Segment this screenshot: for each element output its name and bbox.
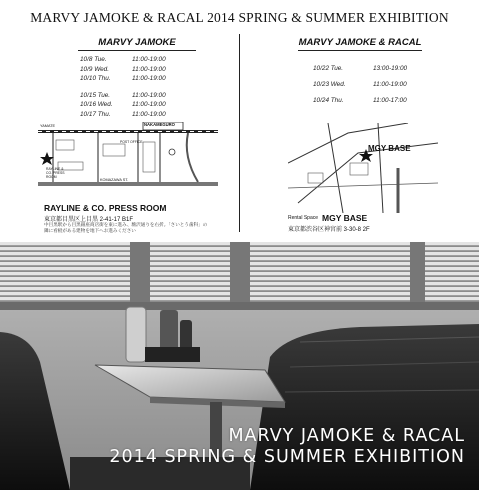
- list-item: 10/23 Wed. 11:00-19:00: [313, 81, 407, 88]
- left-schedule: [80, 55, 166, 120]
- caption-line2: 2014 SPRING & SUMMER EXHIBITION: [109, 447, 465, 467]
- left-note: 中目黒駅から目黒銀座商店街を東に進み、駒沢通りを右折。「さいとう歯科」の 隣に看板がある建物を地下へお進みください: [44, 222, 208, 233]
- page-title: MARVY JAMOKE & RACAL 2014 SPRING & SUMMER EXHIBITION: [30, 10, 449, 25]
- left-venue: RAYLINE & CO. PRESS ROOM: [44, 203, 167, 213]
- column-divider: [239, 34, 240, 232]
- map-label-mgy: MGY BASE: [368, 144, 411, 153]
- right-venue-prefix: Rental Space: [288, 215, 319, 221]
- map-label-rayline: RAYLINE & CO. PRESS ROOM: [46, 167, 65, 179]
- right-schedule: [313, 61, 407, 109]
- list-item: 10/10 Thu. 11:00-19:00: [80, 75, 166, 83]
- left-map: [38, 122, 218, 198]
- list-item: 10/24 Thu. 11:00-17:00: [313, 97, 407, 104]
- list-item: 10/16 Wed. 11:00-19:00: [80, 101, 166, 109]
- left-address: 東京都目黒区上目黒 2-41-17 B1F: [44, 217, 134, 223]
- right-heading: MARVY JAMOKE & RACAL: [298, 37, 422, 51]
- right-address: 東京都渋谷区神宮前 3-30-8 2F: [288, 227, 370, 233]
- star-icon: [40, 152, 54, 165]
- list-item: 10/15 Tue. 11:00-19:00: [80, 91, 166, 99]
- right-map: [288, 123, 438, 213]
- list-item: 10/22 Tue. 13:00-19:00: [313, 65, 408, 72]
- caption-line1: MARVY JAMOKE & RACAL: [228, 426, 465, 446]
- map-label-yamate: YAMATE: [40, 124, 56, 128]
- list-item: 10/9 Wed. 11:00-19:00: [80, 65, 166, 73]
- right-venue: MGY BASE: [322, 213, 368, 223]
- left-heading: MARVY JAMOKE: [78, 37, 196, 51]
- list-item: 10/17 Thu. 11:00-19:00: [80, 110, 166, 118]
- map-label-nakameguro: NAKAMEGURO: [144, 122, 175, 127]
- list-item: 10/8 Tue. 11:00-19:00: [80, 56, 166, 63]
- map-label-komazawa: KOMAZAWA ST.: [100, 178, 129, 182]
- map-label-post: POST OFFICE: [120, 140, 143, 144]
